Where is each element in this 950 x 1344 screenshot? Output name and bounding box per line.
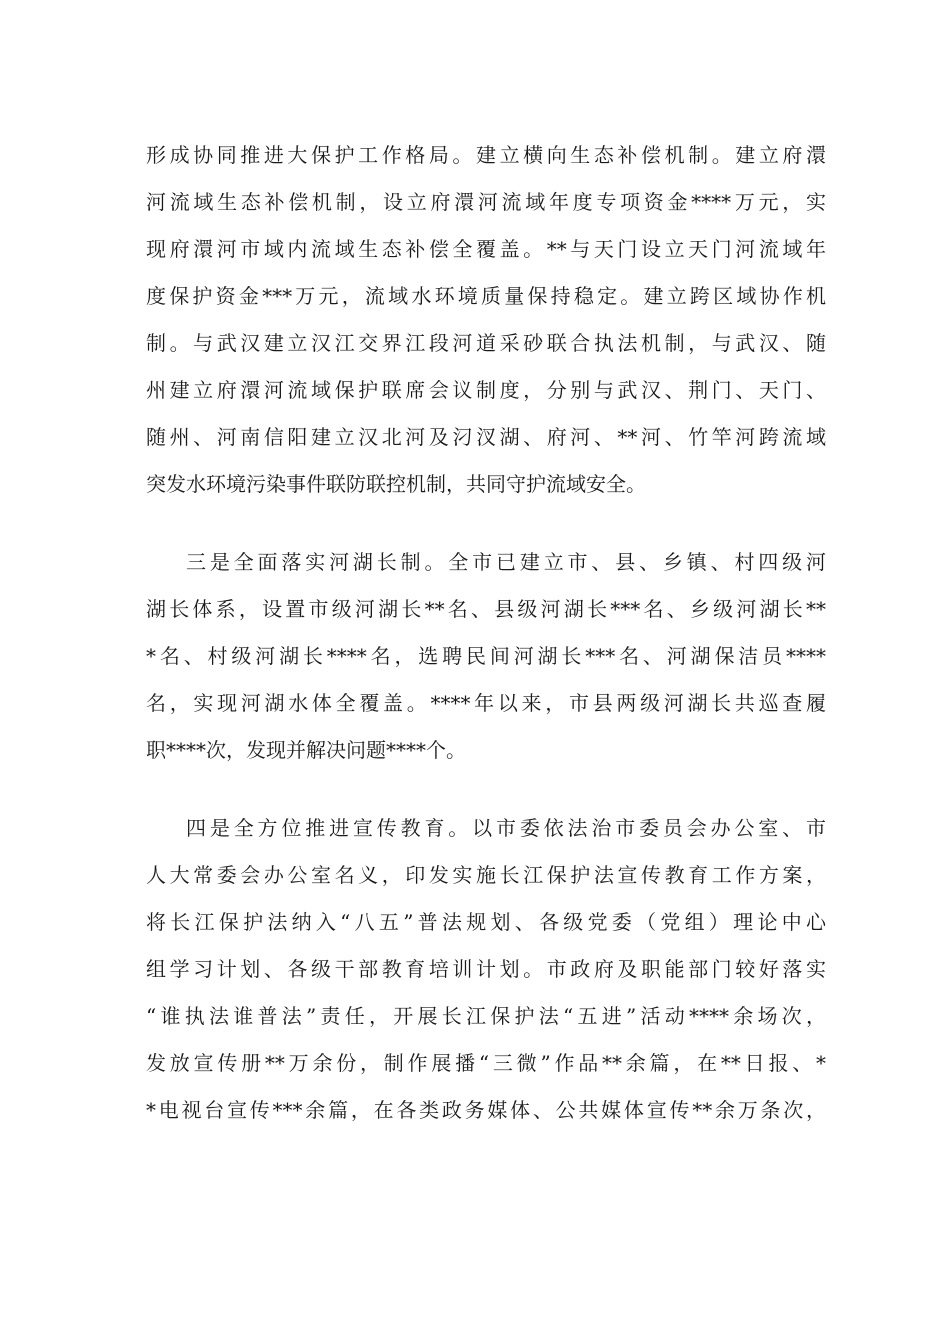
paragraph-3-line-2: 人大常委会办公室名义，印发实施长江保护法宣传教育工作方案， xyxy=(146,863,826,887)
paragraph-1-line-1: 形成协同推进大保护工作格局。建立横向生态补偿机制。建立府澴 xyxy=(146,143,826,167)
paragraph-2-line-1: 三是全面落实河湖长制。全市已建立市、县、乡镇、村四级河 xyxy=(186,550,826,574)
paragraph-3-line-7: *电视台宣传***余篇，在各类政务媒体、公共媒体宣传**余万条次， xyxy=(146,1098,826,1122)
paragraph-2-line-4: 名，实现河湖水体全覆盖。****年以来，市县两级河湖长共巡查履 xyxy=(146,691,826,715)
paragraph-3-line-3: 将长江保护法纳入“八五”普法规划、各级党委（党组）理论中心 xyxy=(146,910,826,934)
paragraph-1-line-2: 河流域生态补偿机制，设立府澴河流域年度专项资金****万元，实 xyxy=(146,190,826,214)
paragraph-1-line-6: 州建立府澴河流域保护联席会议制度，分别与武汉、荆门、天门、 xyxy=(146,378,826,402)
paragraph-3-line-5: “谁执法谁普法”责任，开展长江保护法“五进”活动****余场次， xyxy=(146,1004,826,1028)
paragraph-1-line-4: 度保护资金***万元，流域水环境质量保持稳定。建立跨区域协作机 xyxy=(146,284,826,308)
paragraph-1-line-3: 现府澴河市域内流域生态补偿全覆盖。**与天门设立天门河流域年 xyxy=(146,237,826,261)
paragraph-3-line-6: 发放宣传册**万余份，制作展播“三微”作品**余篇，在**日报、* xyxy=(146,1051,826,1075)
paragraph-1-line-5: 制。与武汉建立汉江交界江段河道采砂联合执法机制，与武汉、随 xyxy=(146,331,826,355)
paragraph-2-line-3: *名、村级河湖长****名，选聘民间河湖长***名、河湖保洁员**** xyxy=(146,644,826,668)
paragraph-2-line-2: 湖长体系，设置市级河湖长**名、县级河湖长***名、乡级河湖长** xyxy=(146,597,826,621)
paragraph-2-line-5: 职****次，发现并解决问题****个。 xyxy=(146,738,466,762)
paragraph-3-line-1: 四是全方位推进宣传教育。以市委依法治市委员会办公室、市 xyxy=(186,816,826,840)
paragraph-3-line-4: 组学习计划、各级干部教育培训计划。市政府及职能部门较好落实 xyxy=(146,957,826,981)
paragraph-1-line-8: 突发水环境污染事件联防联控机制，共同守护流域安全。 xyxy=(146,472,646,496)
paragraph-1-line-7: 随州、河南信阳建立汉北河及汈汊湖、府河、**河、竹竿河跨流域 xyxy=(146,425,826,449)
